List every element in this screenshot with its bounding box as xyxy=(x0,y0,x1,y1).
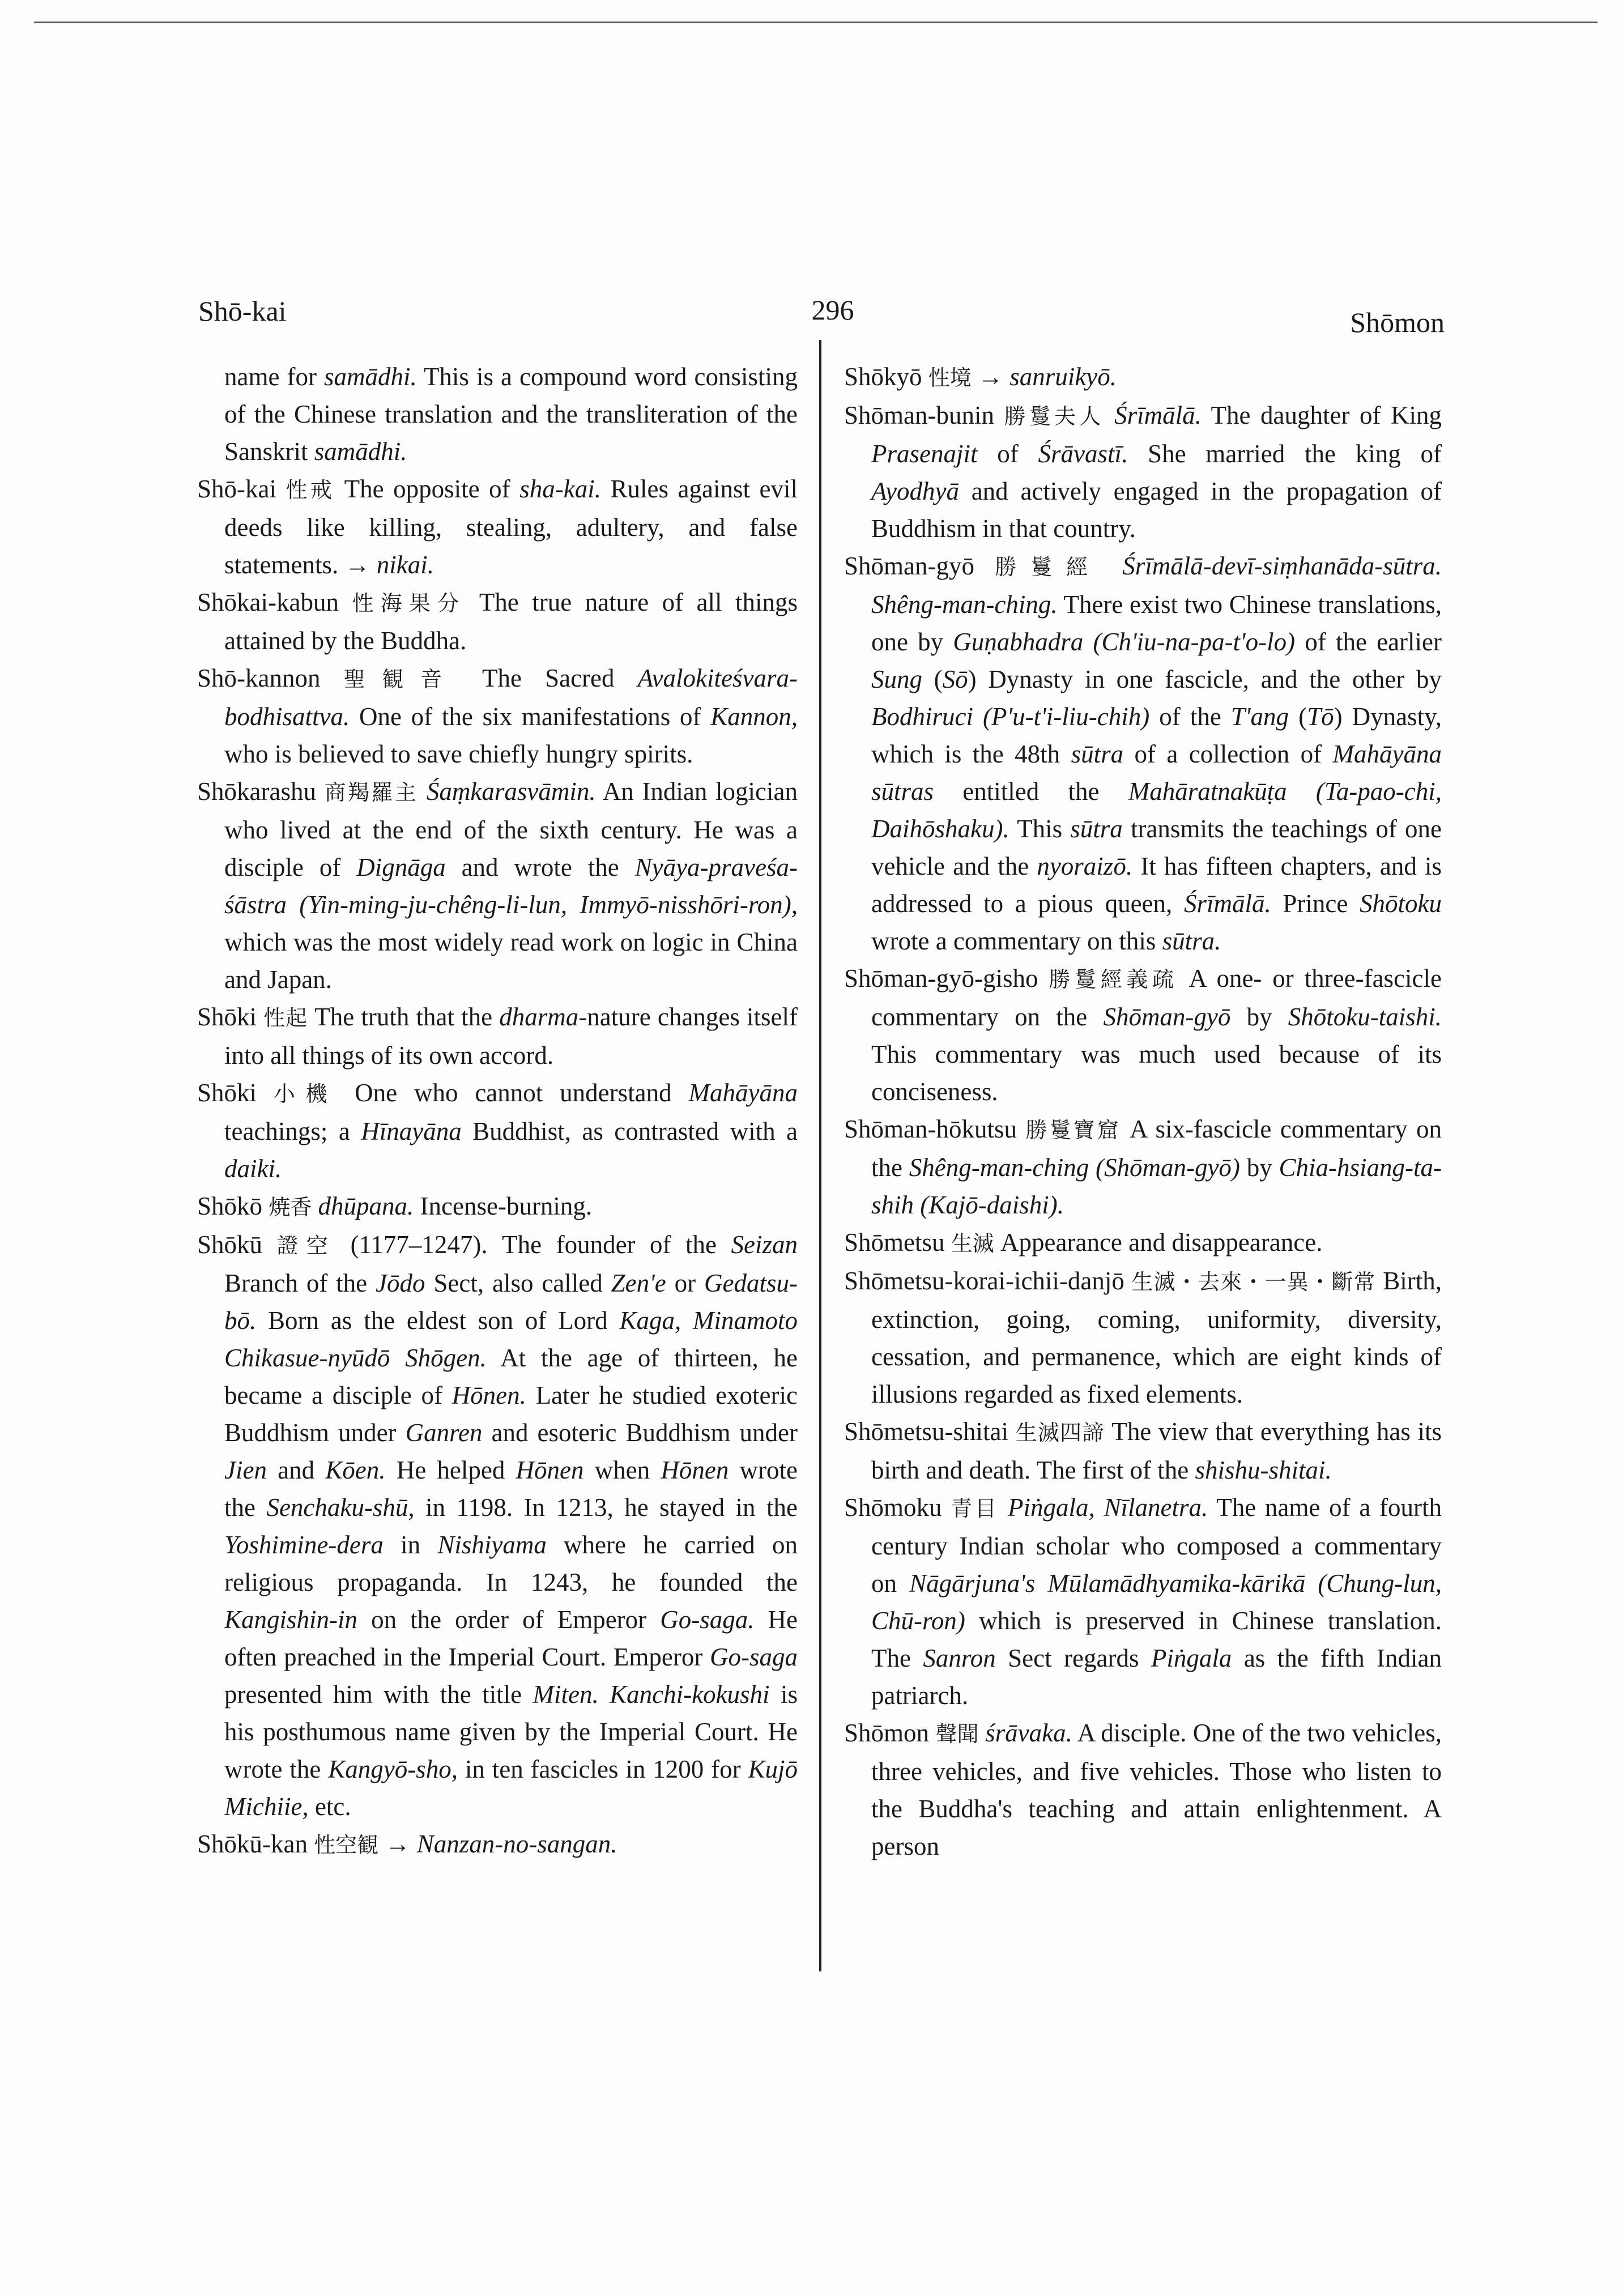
entry-italic-term: sha-kai. xyxy=(519,475,601,503)
entry-italic-term: Jōdo xyxy=(376,1269,425,1297)
entry-text: ( xyxy=(1289,702,1307,731)
dictionary-entry xyxy=(197,583,798,659)
entry-kanji: 勝鬘經 xyxy=(995,555,1102,580)
entry-headword: Shōman-hōkutsu xyxy=(844,1115,1017,1143)
entry-kanji: 聲聞 xyxy=(935,1722,979,1747)
entry-text: (1177–1247). The founder of the xyxy=(336,1230,731,1259)
entry-italic-term: Hōnen xyxy=(661,1456,729,1484)
dictionary-entry xyxy=(197,1074,798,1187)
dictionary-entry xyxy=(197,1825,798,1864)
entry-italic-term: Bodhiruci (P'u-t'i-liu-chih) xyxy=(871,702,1150,731)
entry-text: The truth that the xyxy=(308,1003,500,1031)
header-left-guide-word: Shō-kai xyxy=(198,295,287,327)
entry-italic-term: Śrīmālā. xyxy=(1183,889,1271,918)
entry-text: Incense-burning. xyxy=(414,1192,593,1220)
entry-text xyxy=(999,1493,1008,1522)
entry-italic-term: Śrīmālā. xyxy=(1114,401,1202,429)
entry-italic-term: Kangyō-sho, xyxy=(328,1755,458,1783)
entry-text: of xyxy=(977,440,1038,468)
entry-text: The Sacred xyxy=(459,664,638,692)
entry-italic-term: Avalokiteśvara-bodhisattva. xyxy=(224,664,798,731)
entry-italic-term: dharma xyxy=(499,1003,579,1031)
entry-text: wrote the xyxy=(224,1456,798,1522)
entry-italic-term: T'ang xyxy=(1230,702,1289,731)
dictionary-entry xyxy=(197,998,798,1074)
entry-text: etc. xyxy=(308,1792,351,1821)
dictionary-entry xyxy=(844,397,1442,547)
entry-italic-term: Sung xyxy=(871,665,922,693)
entry-kanji: 生滅・去來・一異・斷常 xyxy=(1131,1270,1376,1294)
entry-italic-term: Sō xyxy=(942,665,968,693)
entry-italic-term: sūtra xyxy=(1071,740,1124,768)
entry-text: The daughter of King xyxy=(1201,401,1442,429)
entry-italic-term: Senchaku-shū, xyxy=(266,1493,415,1522)
entry-text: in ten fascicles in 1200 for xyxy=(457,1755,748,1783)
entry-text: and esoteric Buddhism under xyxy=(482,1419,798,1447)
entry-kanji: 性起 xyxy=(263,1006,308,1030)
entry-headword: Shōman-gyō-gisho xyxy=(844,964,1038,992)
entry-text: Born as the eldest son of Lord xyxy=(256,1306,620,1335)
entry-text: as the fifth Indian patriarch. xyxy=(871,1644,1442,1710)
entry-headword: Shōkai-kabun xyxy=(197,588,339,616)
entry-italic-term: Kōen. xyxy=(325,1456,386,1484)
running-header xyxy=(0,283,1623,340)
entry-text: ) Dynasty, which is the 48th xyxy=(871,702,1442,768)
entry-headword: Shōman-bunin xyxy=(844,401,994,429)
entry-headword: Shōkū xyxy=(197,1230,263,1259)
entry-kanji: 證空 xyxy=(276,1233,336,1258)
entry-italic-term: Hīnayāna xyxy=(361,1117,462,1145)
entry-italic-term: Hōnen. xyxy=(451,1381,526,1409)
dictionary-entry xyxy=(844,1110,1442,1224)
entry-italic-term: Tō xyxy=(1307,702,1334,731)
entry-italic-term: Jien xyxy=(224,1456,267,1484)
entry-italic-term: Mahāyāna xyxy=(688,1079,798,1107)
entry-kanji: 勝鬘寶窟 xyxy=(1025,1118,1121,1143)
entry-italic-term: Piṅgala xyxy=(1151,1644,1232,1672)
entry-text: and wrote the xyxy=(445,853,635,881)
entry-italic-term: Shōtoku xyxy=(1360,889,1442,918)
entry-text xyxy=(1102,552,1122,580)
entry-italic-term: Shōman-gyō xyxy=(1103,1003,1231,1031)
entry-italic-term: samādhi. xyxy=(323,363,417,391)
entry-headword: Shōkarashu xyxy=(197,777,316,806)
entry-text: There exist two Chinese translations, one by xyxy=(871,590,1442,656)
dictionary-entry xyxy=(197,470,798,583)
entry-text: which is preserved in Chinese translation. The xyxy=(871,1607,1442,1672)
column-divider xyxy=(819,340,821,1971)
entry-italic-term: nyoraizō. xyxy=(1037,852,1133,880)
dictionary-entry xyxy=(844,1262,1442,1413)
entry-italic-term: Gedatsu-bō. xyxy=(224,1269,798,1335)
entry-kanji: 勝鬘經義疏 xyxy=(1049,967,1178,992)
entry-italic-term: Śrāvastī. xyxy=(1038,440,1128,468)
left-column xyxy=(197,358,798,1864)
entry-italic-term: sūtra. xyxy=(1162,927,1221,955)
entry-text: It has fifteen chapters, and is addressed to a pious queen, xyxy=(871,852,1442,918)
entry-italic-term: Kannon, xyxy=(710,702,798,731)
entry-text: → xyxy=(378,1830,417,1858)
dictionary-entry xyxy=(197,773,798,998)
entry-text: by xyxy=(1230,1003,1288,1031)
entry-text: The name of a fourth century Indian scholar who composed a commentary on xyxy=(871,1493,1442,1598)
dictionary-entry xyxy=(197,1187,798,1226)
entry-italic-term: Sanron xyxy=(923,1644,996,1672)
entry-kanji: 小機 xyxy=(273,1081,338,1106)
top-edge-rule xyxy=(34,22,1598,23)
entry-text: on the order of Emperor xyxy=(357,1605,661,1634)
entry-text: He helped xyxy=(385,1456,516,1484)
entry-text: She married the king of xyxy=(1128,440,1442,468)
entry-text xyxy=(599,1680,610,1709)
entry-italic-term: Nanzan-no-sangan. xyxy=(416,1830,617,1858)
entry-italic-term: śrāvaka. xyxy=(985,1719,1072,1747)
dictionary-entry xyxy=(844,1224,1442,1262)
entry-text: This xyxy=(1009,815,1071,843)
entry-kanji: 聖観音 xyxy=(343,667,459,692)
entry-italic-term: samādhi. xyxy=(314,437,407,466)
entry-text xyxy=(418,777,427,806)
entry-text: when xyxy=(583,1456,661,1484)
dictionary-entry xyxy=(844,960,1442,1110)
entry-italic-term: Śrīmālā-devī-siṃhanāda-sūtra. Shêng-man-ching. xyxy=(871,552,1442,619)
dictionary-entry xyxy=(844,547,1442,960)
entry-italic-term: Śaṃkarasvāmin. xyxy=(426,777,596,806)
entry-headword: Shō-kannon xyxy=(197,664,321,692)
entry-kanji: 勝鬘夫人 xyxy=(1004,404,1105,429)
entry-headword: Shōki xyxy=(197,1079,257,1107)
entry-kanji: 青目 xyxy=(951,1496,999,1521)
entry-headword: Shōmetsu-shitai xyxy=(844,1417,1008,1446)
entry-italic-term: Kaga, Minamoto Chikasue-nyūdō Shōgen. xyxy=(224,1306,798,1372)
entry-text: in xyxy=(383,1531,438,1559)
entry-text: Birth, extinction, going, coming, uniformity, diversity, cessation, and permanence, which are eight kinds of illusions regarded as fixed elements. xyxy=(871,1267,1442,1408)
entry-text: Appearance and disappearance. xyxy=(994,1228,1323,1256)
entry-text: is his posthumous name given by the Imperial Court. He wrote the xyxy=(224,1680,798,1783)
entry-text: teachings; a xyxy=(224,1117,361,1145)
entry-text: A disciple. One of the two vehicles, three vehicles, and five vehicles. Those who listen to the Buddha's teaching and attain enlightenment. A person xyxy=(871,1719,1442,1860)
dictionary-entry xyxy=(844,1714,1442,1865)
dictionary-entry xyxy=(844,358,1442,397)
entry-text: Sect regards xyxy=(995,1644,1151,1672)
entry-italic-term: shishu-shitai. xyxy=(1195,1456,1332,1484)
entry-text: One who cannot understand xyxy=(338,1079,689,1107)
entry-text: of the earlier xyxy=(1295,628,1442,656)
entry-kanji: 性海果分 xyxy=(352,591,466,616)
entry-text: of the xyxy=(1149,702,1231,731)
entry-italic-term: Ayodhyā xyxy=(871,477,959,505)
entry-italic-term: sūtra xyxy=(1070,815,1123,843)
entry-text: wrote a commentary on this xyxy=(871,927,1162,955)
entry-text: where he carried on religious propaganda. In 1243, he founded the xyxy=(224,1531,798,1596)
entry-kanji: 焼香 xyxy=(269,1195,312,1220)
entry-italic-term: daiki. xyxy=(224,1155,282,1183)
entry-text: The true nature of all things attained by the Buddha. xyxy=(224,588,798,655)
dictionary-entry xyxy=(197,659,798,773)
entry-text: Later he studied exoteric Buddhism under xyxy=(224,1381,798,1447)
entry-text: Rules against evil deeds like killing, stealing, adultery, and false statements. → xyxy=(224,475,798,579)
entry-headword: Shōmoku xyxy=(844,1493,942,1522)
entry-text: A six-fascicle commentary on the xyxy=(871,1115,1442,1182)
entry-italic-term: Shêng-man-ching (Shōman-gyō) xyxy=(909,1153,1240,1182)
entry-text: entitled the xyxy=(934,777,1128,806)
entry-italic-term: Zen'e xyxy=(611,1269,666,1297)
entry-italic-term: Miten. xyxy=(533,1680,599,1709)
entry-italic-term: Mahāyāna sūtras xyxy=(871,740,1442,806)
entry-kanji: 生滅四諦 xyxy=(1015,1420,1105,1445)
right-column xyxy=(844,358,1442,1865)
dictionary-entry xyxy=(844,1489,1442,1714)
entry-text: ) Dynasty in one fascicle, and the other by xyxy=(968,665,1442,693)
entry-italic-term: Go-saga xyxy=(710,1643,798,1671)
entry-italic-term: dhūpana. xyxy=(318,1192,414,1220)
header-right-guide-word: Shōmon xyxy=(1350,306,1445,338)
entry-kanji: 性空観 xyxy=(314,1833,379,1858)
entry-italic-term: Nishiyama xyxy=(437,1531,547,1559)
entry-text: This is a compound word consisting of the Chinese translation and the transliteration of the Sanskrit xyxy=(224,363,798,466)
page-number: 296 xyxy=(811,294,854,326)
entry-kanji: 性境 xyxy=(928,365,972,390)
entry-text: who is believed to save chiefly hungry spirits. xyxy=(224,740,693,768)
entry-italic-term: Ganren xyxy=(405,1419,483,1447)
entry-kanji: 商羯羅主 xyxy=(324,780,419,805)
entry-text: by xyxy=(1239,1153,1279,1182)
entry-text: -nature changes itself into all things of its own accord. xyxy=(224,1003,798,1070)
entry-italic-term: Mahāratnakūṭa (Ta-pao-chi, Daihōshaku). xyxy=(871,777,1442,843)
dictionary-entry xyxy=(844,1413,1442,1489)
entry-italic-term: Hōnen xyxy=(516,1456,584,1484)
entry-italic-term: Dignāga xyxy=(356,853,446,881)
entry-headword: Shōki xyxy=(197,1003,257,1031)
entry-text: ( xyxy=(922,665,943,693)
entry-text: of a collection of xyxy=(1123,740,1333,768)
entry-text: in 1198. In 1213, he stayed in the xyxy=(414,1493,798,1522)
entry-text: or xyxy=(666,1269,704,1297)
dictionary-entry xyxy=(197,1226,798,1825)
entry-text: name for xyxy=(224,363,324,391)
entry-text: Prince xyxy=(1271,889,1360,918)
entry-headword: Shōmetsu xyxy=(844,1228,945,1256)
entry-text: → xyxy=(971,363,1010,391)
entry-text: This commentary was much used because of its conciseness. xyxy=(871,1040,1442,1106)
entry-headword: Shōmetsu-korai-ichii-danjō xyxy=(844,1267,1124,1295)
entry-italic-term: Seizan xyxy=(731,1230,798,1259)
entry-text: which was the most widely read work on logic in China and Japan. xyxy=(224,928,798,994)
entry-text: Buddhist, as contrasted with a xyxy=(461,1117,798,1145)
entry-italic-term: Nyāya-praveśa-śāstra (Yin-ming-ju-chêng-li-lun, Immyō-nisshōri-ron), xyxy=(224,853,798,919)
entry-italic-term: Go-saga. xyxy=(660,1605,755,1634)
entry-headword: Shōkyō xyxy=(844,363,922,391)
entry-text: An Indian logician who lived at the end of the sixth century. He was a disciple of xyxy=(224,777,798,881)
entry-italic-term: Prasenajit xyxy=(871,440,978,468)
entry-italic-term: Kanchi-kokushi xyxy=(610,1680,770,1709)
entry-italic-term: Yoshimine-dera xyxy=(224,1531,384,1559)
entry-text: Sect, also called xyxy=(425,1269,611,1297)
entry-italic-term: Kangishin-in xyxy=(224,1605,358,1634)
entry-text: One of the six manifestations of xyxy=(350,702,711,731)
entry-kanji: 生滅 xyxy=(951,1231,994,1256)
entry-italic-term: Chia-hsiang-ta-shih (Kajō-daishi). xyxy=(871,1153,1442,1219)
entry-headword: Shōmon xyxy=(844,1719,930,1747)
entry-text: He often preached in the Imperial Court. Emperor xyxy=(224,1605,798,1671)
entry-text: and xyxy=(266,1456,326,1484)
entry-italic-term: Guṇabhadra (Ch'iu-na-pa-t'o-lo) xyxy=(953,628,1296,656)
entry-text xyxy=(312,1192,318,1220)
entry-italic-term: Kujō Michiie, xyxy=(224,1755,798,1821)
entry-italic-term: Shōtoku-taishi. xyxy=(1288,1003,1442,1031)
entry-kanji: 性戒 xyxy=(286,478,335,502)
entry-text xyxy=(979,1719,985,1747)
entry-text: transmits the teachings of one vehicle and the xyxy=(871,815,1442,880)
entry-headword: Shōkū-kan xyxy=(197,1830,308,1858)
entry-italic-term: Nāgārjuna's Mūlamādhyamika-kārikā (Chung-lun, Chū-ron) xyxy=(871,1569,1442,1635)
entry-text: At the age of thirteen, he became a disciple of xyxy=(224,1344,798,1409)
entry-text: and actively engaged in the propagation of Buddhism in that country. xyxy=(871,477,1442,543)
entry-text: The opposite of xyxy=(335,475,520,503)
entry-text: A one- or three-fascicle commentary on the xyxy=(871,964,1442,1031)
entry-headword: Shōman-gyō xyxy=(844,552,974,580)
entry-italic-term: sanruikyō. xyxy=(1009,363,1117,391)
entry-text: The view that everything has its birth and death. The first of the xyxy=(871,1417,1442,1484)
entry-italic-term: nikai. xyxy=(376,551,434,579)
entry-italic-term: Piṅgala, Nīlanetra. xyxy=(1008,1493,1208,1522)
entry-headword: Shō-kai xyxy=(197,475,276,503)
entry-text: Branch of the xyxy=(224,1269,376,1297)
entry-headword: Shōkō xyxy=(197,1192,263,1220)
dictionary-entry xyxy=(197,358,798,470)
entry-text xyxy=(1105,401,1115,429)
entry-text: presented him with the title xyxy=(224,1680,533,1709)
